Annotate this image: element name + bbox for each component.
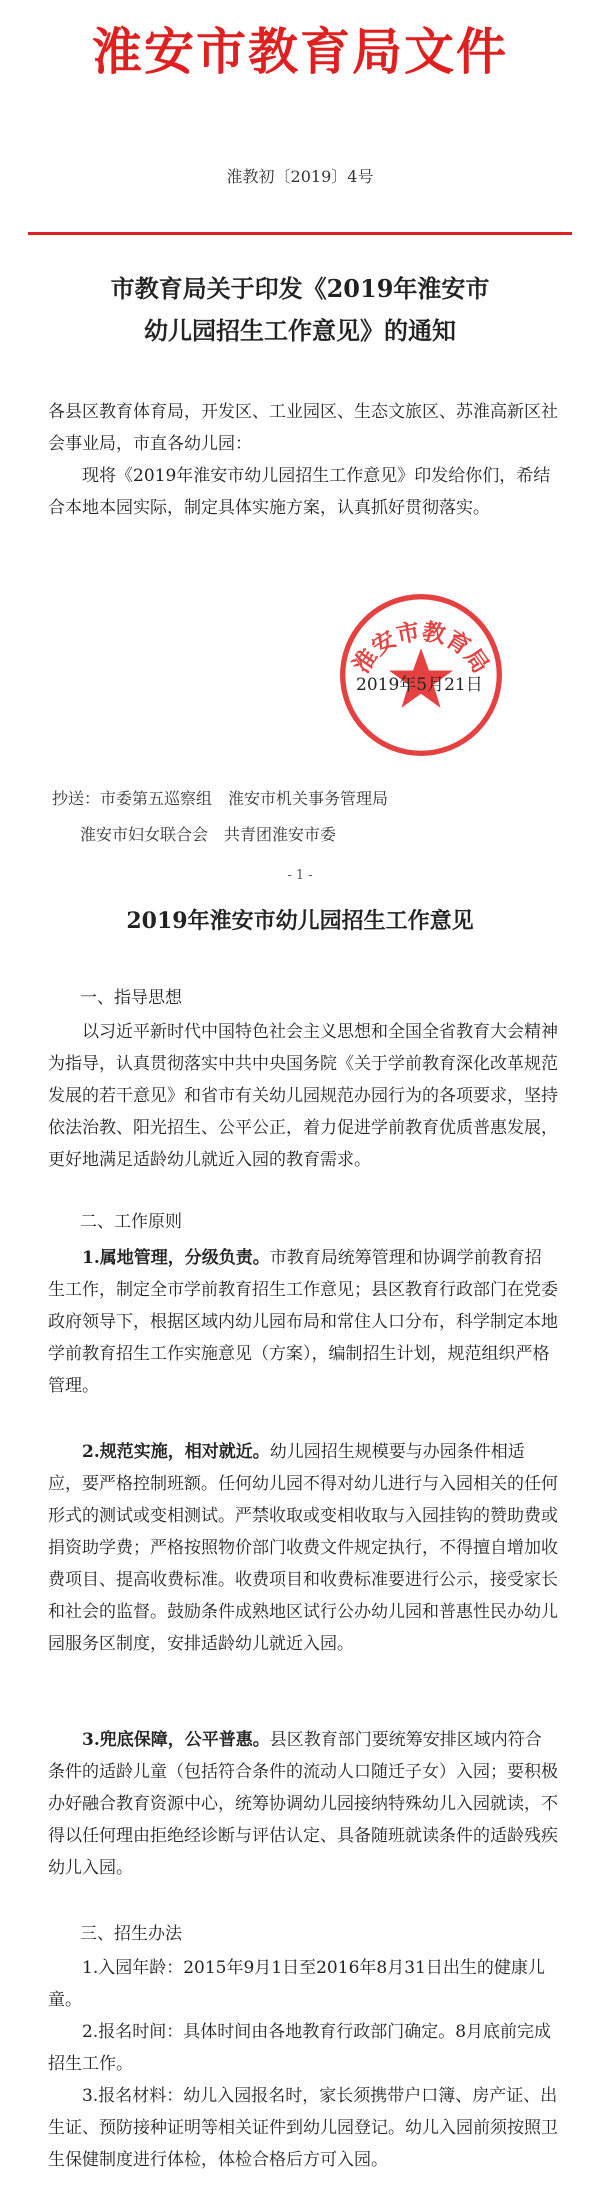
principle-2-lead: 2.规范实施，相对就近。 [82,1442,270,1462]
section-1-body: 以习近平新时代中国特色社会主义思想和全国全省教育大会精神为指导，认真贯彻落实中共中央国务院《关于学前教育深化改革规范发展的若干意见》和省市有关幼儿园规范办园行为的各项要求，坚持依法治教、阳光招生、公平公正，着力促进学前教育优质普惠发展，更好地满足适龄幼儿就近入园的教育需求。 [48,1022,558,1170]
method-1: 1.入园年龄：2015年9月1日至2016年8月31日出生的健康儿童。 [48,1958,545,2010]
principle-1 [48,1242,558,1402]
principle-3-lead: 3.兜底保障，公平普惠。 [82,1730,270,1750]
cc-line-1: 抄送：市委第五巡察组 淮安市机关事务管理局 [52,789,389,808]
principle-2-body: 幼儿园招生规模要与办园条件相适应，要严格控制班额。任何幼儿园不得对幼儿进行与入园相关的任何形式的测试或变相测试。严禁收取或变相收取与入园挂钩的赞助费或捐资助学费；严格按照物价部门收费文件规定执行，不得擅自增加收费项目、提高收费标准。收费项目和收费标准要进行公示，接受家长和社会的监督。鼓励条件成熟地区试行公办幼儿园和普惠性民办幼儿园服务区制度，安排适龄幼儿就近入园。 [48,1442,558,1654]
principle-3 [48,1724,558,1884]
principle-2 [48,1436,558,1660]
recipients: 各县区教育体育局，开发区、工业园区、生态文旅区、苏淮高新区社会事业局，市直各幼儿园： [48,402,558,454]
notice-title-line1: 市教育局关于印发《2019年淮安市 [110,274,490,303]
principle-3-body: 县区教育部门要统筹安排区域内符合条件的适龄儿童（包括符合条件的流动人口随迁子女）入园；要积极办好融合教育资源中心，统筹协调幼儿园接纳特殊幼儿入园就读，不得以任何理由拒绝经诊断与评估认定、具备随班就读条件的适龄残疾幼儿入园。 [48,1730,558,1878]
seal-text: 淮安市教育局 [348,618,494,679]
section-heading-3: 三、招生办法 [80,1924,182,1944]
issue-date: 2019年5月21日 [356,675,483,695]
page-number: - 1 - [287,868,313,883]
section-heading-2: 二、工作原则 [80,1212,182,1232]
document-number: 淮教初〔2019〕4号 [226,167,374,186]
method-3: 3.报名材料：幼儿入园报名时，家长须携带户口簿、房产证、出生证、预防接种证明等相关证件到幼儿园登记。幼儿入园前须按照卫生保健制度进行体检，体检合格后方可入园。 [48,2086,558,2170]
method-2: 2.报名时间：具体时间由各地教育行政部门确定。8月底前完成招生工作。 [48,2022,552,2074]
red-divider [28,232,572,235]
principle-1-body: 市教育局统筹管理和协调学前教育招生工作，制定全市学前教育招生工作意见；县区教育行政部门在党委政府领导下，根据区域内幼儿园布局和常住人口分布，科学制定本地学前教育招生工作实施意见（方案），编制招生计划，规范组织严格管理。 [48,1248,558,1396]
notice-title-line2: 幼儿园招生工作意见》的通知 [144,316,456,345]
principle-1-lead: 1.属地管理，分级负责。 [82,1248,270,1268]
section-heading-1: 一、指导思想 [80,988,182,1008]
cc-line-2: 淮安市妇女联合会 共青团淮安市委 [80,825,337,844]
notice-title [0,268,600,352]
opinion-title: 2019年淮安市幼儿园招生工作意见 [126,908,474,934]
notice-body: 现将《2019年淮安市幼儿园招生工作意见》印发给你们，希结合本地本园实际，制定具体实施方案，认真抓好贯彻落实。 [48,466,551,518]
issuer-title: 淮安市教育局文件 [92,23,508,81]
